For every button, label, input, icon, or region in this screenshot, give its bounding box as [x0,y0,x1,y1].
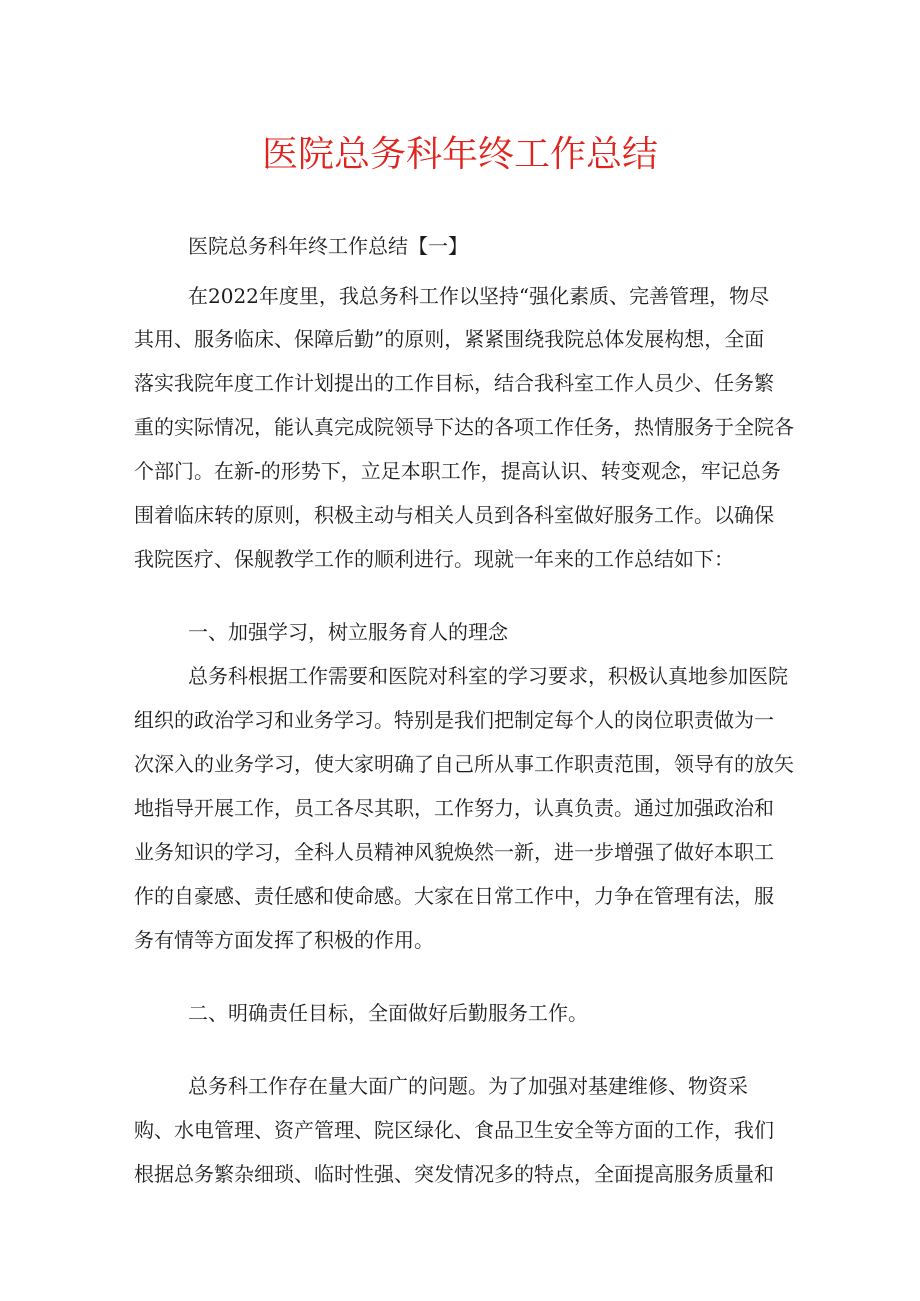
paragraph-line: 总务科工作存在量大面广的问题。为了加强对基建维修、物资采 [188,1074,748,1098]
paragraph-line: 在2022年度里，我总务科工作以坚持“强化素质、完善管理，物尽 [188,284,770,308]
paragraph-line: 业务知识的学习，全科人员精神风貌焕然一新，进一步增强了做好本职工 [134,840,774,864]
paragraph-line: 落实我院年度工作计划提出的工作目标，结合我科室工作人员少、任务繁 [134,371,774,395]
section-heading: 二、明确责任目标，全面做好后勤服务工作。 [188,1001,588,1025]
section-heading: 医院总务科年终工作总结【一】 [188,234,468,258]
paragraph-line: 重的实际情况，能认真完成院领导下达的各项工作任务，热情服务于全院各 [134,415,794,439]
paragraph-line: 购、水电管理、资产管理、院区绿化、食品卫生安全等方面的工作，我们 [134,1118,774,1142]
paragraph-line: 围着临床转的原则，积极主动与相关人员到各科室做好服务工作。以确保 [134,503,774,527]
paragraph-line: 根据总务繁杂细琐、临时性强、突发情况多的特点，全面提高服务质量和 [134,1162,774,1186]
paragraph-line: 作的自豪感、责任感和使命感。大家在日常工作中，力争在管理有法，服 [134,884,774,908]
paragraph-line: 其用、服务临床、保障后勤”的原则，紧紧围绕我院总体发展构想，全面 [134,327,765,351]
section-heading: 一、加强学习，树立服务育人的理念 [188,620,508,644]
paragraph-line: 务有情等方面发挥了积极的作用。 [134,928,434,952]
paragraph-line: 个部门。在新-的形势下，立足本职工作，提高认识、转变观念，牢记总务 [134,459,781,483]
paragraph-line: 我院医疗、保舰教学工作的顺利进行。现就一年来的工作总结如下： [134,547,734,571]
paragraph-line: 地指导开展工作，员工各尽其职，工作努力，认真负责。通过加强政治和 [134,796,774,820]
paragraph-line: 组织的政治学习和业务学习。特别是我们把制定每个人的岗位职责做为一 [134,708,774,732]
paragraph-line: 次深入的业务学习，使大家明确了自己所从事工作职责范围，领导有的放矢 [134,752,794,776]
document-title: 医院总务科年终工作总结 [261,134,658,175]
paragraph-line: 总务科根据工作需要和医院对科室的学习要求，积极认真地参加医院 [188,664,788,688]
